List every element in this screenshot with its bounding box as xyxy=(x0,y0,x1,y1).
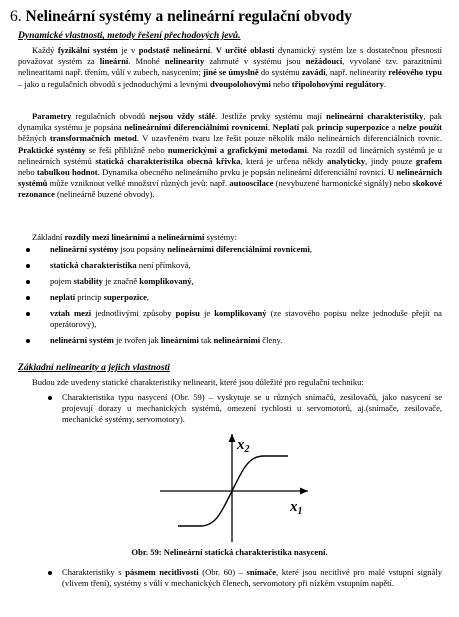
bold-text: nelze použít xyxy=(398,122,442,133)
text-run: . xyxy=(210,45,216,55)
text-run: . xyxy=(267,122,273,133)
bold-text: zavádí xyxy=(301,67,326,78)
text-run: (ze stavového popisu nelze jednoduše přejít na operátorový), xyxy=(50,308,442,329)
bold-text: U nelineárních systémů xyxy=(18,167,442,189)
bold-text: superpozice xyxy=(103,292,147,302)
bold-text: statická charakteristika xyxy=(50,260,137,270)
text-run: – jako u regulačních obvodů s jednoduchými a levnými xyxy=(18,78,211,89)
text-run: členy. xyxy=(260,335,283,345)
list-item xyxy=(22,308,442,330)
text-run: , xyxy=(309,244,313,254)
text-run: je značně xyxy=(102,276,140,286)
text-run: Základní xyxy=(32,232,65,242)
bold-text: Neplatí xyxy=(272,122,300,133)
nonlinearity-list-2 xyxy=(22,567,442,589)
text-run: , jindy pouze xyxy=(365,155,416,166)
text-run: , např. nelinearity xyxy=(325,67,389,78)
bold-text: nelineárními xyxy=(213,335,261,345)
text-run: je v xyxy=(117,45,139,55)
text-run: Budou zde uvedeny statické charakteristiky nelinearit, které jsou důležité pro regulační techniku: xyxy=(32,377,364,387)
text-run: . Mnohé xyxy=(128,56,165,67)
bold-text: komplikovaný xyxy=(214,308,267,318)
text-run: a xyxy=(389,122,399,133)
section-heading-dynamics: Dynamické vlastnosti, metody řešení přechodových jevů. xyxy=(18,30,241,41)
text-run: je tvořen jak xyxy=(113,335,161,345)
text-run: nebo xyxy=(18,167,37,178)
bold-text: nelinearity xyxy=(164,56,205,67)
bold-text: komplikovaný xyxy=(139,276,192,286)
text-run: zahrnuté v systému jsou xyxy=(204,56,306,67)
page-title xyxy=(10,8,352,26)
text-run: do systému xyxy=(258,67,302,78)
text-run: . Jestliže prvky systému mají xyxy=(215,111,327,121)
bold-text: popisu xyxy=(175,308,200,318)
differences-list xyxy=(22,244,442,346)
bold-text: autooscilace xyxy=(229,178,274,189)
text-run: jednotlivými způsoby xyxy=(91,308,176,318)
section-heading-nonlinearities: Základní nelinearity a jejich vlastnosti xyxy=(18,362,170,373)
bold-text: transformačních metod xyxy=(49,133,137,144)
bold-text: skokové rezonance xyxy=(18,178,442,200)
bold-text: neplatí xyxy=(50,292,76,302)
bold-text: analyticky xyxy=(327,155,366,166)
text-run: Každý xyxy=(32,45,58,55)
text-run: jsou popsány xyxy=(118,244,168,254)
text-run: , vyvolané tzv. parazitními nelinearitami např. třením, vůlí v zubech, nasycením; xyxy=(18,56,442,78)
bold-text: vztah mezi xyxy=(50,308,92,318)
bold-text: nelineární systém xyxy=(50,335,114,345)
list-item xyxy=(22,567,442,589)
paragraph-intro xyxy=(18,45,442,90)
bold-text: nejsou vždy stálé xyxy=(149,111,216,121)
paragraph-parameters xyxy=(18,111,442,201)
bold-text: stability xyxy=(73,276,103,286)
text-run: . Dynamika obecného nelineárního prvku je popsán nelineární diferenciální rovnicí. xyxy=(97,167,388,178)
text-run: dynamický systém lze s dostatečnou přesností považovat systém za xyxy=(18,45,443,67)
chapter-number: 6. xyxy=(10,8,22,25)
bold-text: Praktické systémy xyxy=(18,144,86,155)
text-run: Charakteristika typu nasycení (Obr. 59) – vyskytuje se u různých snímačů, zesilovačů, jako nasycení se projevují dorazy u mechanických systémů, omezení rychlosti u servomotorů, aj.(snímače, zesilovače, mechanické systémy, servomotory). xyxy=(62,392,442,424)
bold-text: nežádoucí xyxy=(305,56,343,67)
text-run: , xyxy=(146,292,149,302)
bold-text: lineární xyxy=(99,56,129,67)
text-run: Charakteristiky s xyxy=(62,567,126,577)
bold-text: fyzikální systém xyxy=(57,45,118,55)
y-axis-arrow xyxy=(229,434,236,442)
text-run: (nelineárně buzené obvody). xyxy=(54,189,155,200)
bold-text: podstatě nelineární xyxy=(138,45,211,55)
bold-text: tabulkou hodnot xyxy=(36,167,98,178)
bold-text: jiné se úmyslně xyxy=(203,67,259,78)
bold-text: statická charakteristika obecná křivka xyxy=(95,155,241,166)
text-run: může vzniknout velké množství různých jevů: např. xyxy=(47,178,230,189)
bold-text: princip superpozice xyxy=(316,122,390,133)
bold-text: Parametry xyxy=(32,111,72,121)
bold-text: grafem xyxy=(415,155,442,166)
list-item xyxy=(22,335,442,346)
text-run: , která je určena někdy xyxy=(240,155,328,166)
x-axis-label: $x_1$ xyxy=(290,499,303,517)
list-item xyxy=(22,392,442,425)
bold-text: nelineárními diferenciálními rovnicemi xyxy=(124,122,268,133)
text-run: pak xyxy=(299,122,317,133)
y-axis-label: $x_2$ xyxy=(237,437,250,455)
bold-text: lineárními xyxy=(160,335,199,345)
figure-caption: Obr. 59: Nelineární statická charakteristika nasycení. xyxy=(131,547,328,557)
paragraph-nonlinearities-intro xyxy=(18,377,442,388)
bold-text: numerickými a grafickými metodami xyxy=(167,144,307,155)
text-run: je xyxy=(199,308,215,318)
paragraph-differences-intro xyxy=(18,232,442,243)
text-run: (nevybuzené harmonické signály) nebo xyxy=(273,178,413,189)
text-run: regulačních obvodů xyxy=(71,111,150,121)
saturation-figure xyxy=(160,432,310,542)
chapter-title: Nelineární systémy a nelineární regulační obvody xyxy=(25,8,353,25)
list-item xyxy=(22,260,442,271)
bold-text: rozdíly mezi lineárními a nelineárními xyxy=(64,232,205,242)
bold-text: snímače xyxy=(246,567,276,577)
bold-text: třípolohovými regulátory xyxy=(291,78,384,89)
text-run: pojem xyxy=(50,276,74,286)
bold-text: nelineárními diferenciálními rovnicemi xyxy=(167,244,310,254)
bold-text: pásmem necitlivosti xyxy=(125,567,199,577)
list-item xyxy=(22,276,442,287)
text-run: běžných xyxy=(18,133,50,144)
text-run: , xyxy=(191,276,194,286)
text-run: (Obr. 60) – xyxy=(198,567,247,577)
text-run: . xyxy=(383,78,387,89)
text-run: , které jsou necitlivé pro malé vstupní signály (vlivem tření), systémy s vůlí v mechanických členech, servomotory při nízkém vstupním napětí. xyxy=(62,567,442,588)
bold-text: nelineární charakteristiky xyxy=(326,111,424,121)
text-run: princip xyxy=(75,292,104,302)
bold-text: V určité oblasti xyxy=(215,45,275,55)
text-run: se řeší přibližně nebo xyxy=(85,144,168,155)
text-run: nebo xyxy=(270,78,292,89)
bold-text: nelineární systémy xyxy=(50,244,119,254)
text-run: , pak dynamika systému je popsána xyxy=(18,111,442,133)
text-run: není přímková, xyxy=(136,260,191,270)
bold-text: reléového typu xyxy=(388,67,442,78)
text-run: systémy: xyxy=(204,232,237,242)
nonlinearity-list-1 xyxy=(22,392,442,425)
text-run: tak xyxy=(198,335,214,345)
bold-text: dvoupolohovými xyxy=(210,78,271,89)
text-run: . V uzavřeném tvaru lze řešit pouze několik málo nelineárních diferenciálních rovnic. xyxy=(136,133,442,144)
list-item xyxy=(22,244,442,255)
text-run: . Na rozdíl od lineárních systémů je u nelineárních systémů xyxy=(18,144,443,166)
list-item xyxy=(22,292,442,303)
x-axis-arrow xyxy=(300,488,308,495)
